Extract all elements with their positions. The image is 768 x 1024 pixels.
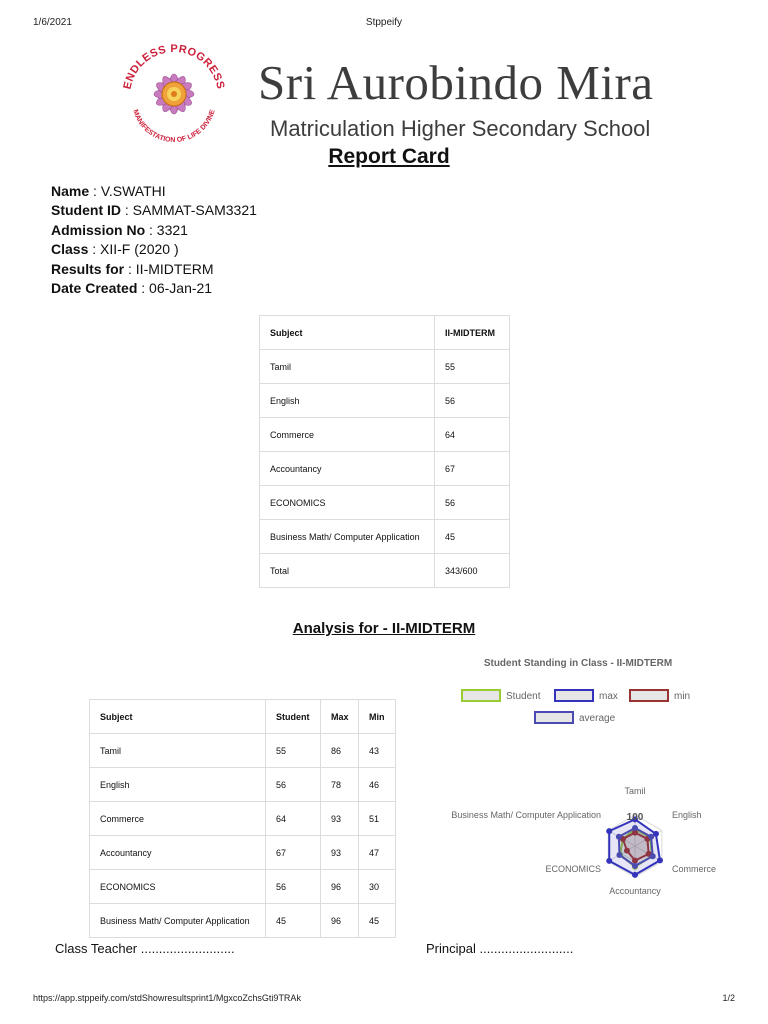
radar-chart — [430, 650, 730, 900]
table-header-cell: Max — [321, 700, 359, 734]
table-row — [260, 452, 510, 486]
table-cell: Tamil — [90, 734, 266, 768]
table-cell: 64 — [435, 418, 510, 452]
radar-category-label: Commerce — [672, 864, 717, 874]
legend-swatch — [555, 690, 593, 701]
student-info-value: SAMMAT-SAM3321 — [132, 202, 257, 219]
table-cell: 93 — [321, 802, 359, 836]
table-cell: 56 — [266, 870, 321, 904]
table-cell: 96 — [321, 870, 359, 904]
radar-point — [616, 852, 622, 858]
table-cell: 96 — [321, 904, 359, 938]
radar-point — [606, 828, 612, 834]
table-header-cell: Subject — [260, 316, 435, 350]
table-cell: 67 — [435, 452, 510, 486]
table-row — [90, 768, 396, 802]
table-cell: ECONOMICS — [260, 486, 435, 520]
table-cell: 93 — [321, 836, 359, 870]
table-row — [260, 418, 510, 452]
table-header-cell: Subject — [90, 700, 266, 734]
table-cell: 78 — [321, 768, 359, 802]
table-row — [90, 802, 396, 836]
table-cell: 56 — [435, 384, 510, 418]
analysis-table — [89, 699, 396, 938]
table-cell: Total — [260, 554, 435, 588]
table-cell: 45 — [359, 904, 396, 938]
table-header-cell: Student — [266, 700, 321, 734]
student-info-label: Class — [51, 241, 89, 258]
print-header — [0, 17, 768, 31]
radar-category-label: Tamil — [624, 786, 646, 796]
table-header-row — [260, 316, 510, 350]
student-info-label: Results for — [51, 260, 125, 277]
print-date: 1/6/2021 — [33, 17, 72, 28]
school-subtitle: Matriculation Higher Secondary School — [270, 116, 651, 141]
radar-category-label: English — [672, 810, 702, 820]
table-cell: 43 — [359, 734, 396, 768]
table-cell: 55 — [266, 734, 321, 768]
radar-point — [632, 872, 638, 878]
radar-point — [616, 834, 622, 840]
principal-signature: Principal .......................... — [426, 941, 574, 956]
table-row — [90, 836, 396, 870]
student-info-row: Name : V.SWATHI — [51, 183, 166, 199]
table-row — [260, 384, 510, 418]
print-footer — [0, 993, 768, 1007]
table-row — [90, 904, 396, 938]
student-info-row: Date Created : 06-Jan-21 — [51, 280, 213, 297]
table-cell: 30 — [359, 870, 396, 904]
table-row — [260, 350, 510, 384]
table-cell: 47 — [359, 836, 396, 870]
student-info-value: XII-F (2020 ) — [100, 241, 179, 258]
radar-point — [648, 834, 654, 840]
table-cell: Tamil — [260, 350, 435, 384]
table-cell: Accountancy — [90, 836, 266, 870]
page-number: 1/2 — [722, 993, 735, 1003]
student-info-row: Admission No : 3321 — [51, 221, 188, 238]
table-row — [260, 520, 510, 554]
table-cell: 64 — [266, 802, 321, 836]
radar-point — [632, 825, 638, 831]
radar-point — [650, 853, 656, 859]
radar-point — [657, 857, 663, 863]
table-cell: ECONOMICS — [90, 870, 266, 904]
svg-text:ENDLESS PROGRESS: ENDLESS PROGRESS — [121, 42, 227, 91]
student-info-value: 06-Jan-21 — [149, 280, 213, 297]
table-row — [260, 554, 510, 588]
chart-title: Student Standing in Class - II-MIDTERM — [483, 658, 673, 669]
student-info-label: Name — [51, 183, 90, 199]
table-cell: 86 — [321, 734, 359, 768]
table-header-cell: Min — [359, 700, 396, 734]
svg-text:MANIFESTATION OF LIFE DIVINE: MANIFESTATION OF LIFE DIVINE — [131, 108, 217, 145]
student-info-row: Class : XII-F (2020 ) — [51, 241, 179, 258]
table-cell: 67 — [266, 836, 321, 870]
table-cell: Business Math/ Computer Application — [260, 520, 435, 554]
student-info-row: Student ID : SAMMAT-SAM3321 — [51, 202, 257, 219]
marks-table — [259, 315, 510, 588]
legend-label: Student — [506, 691, 541, 702]
table-header-cell: II-MIDTERM — [435, 316, 510, 350]
radar-category-label: Accountancy — [609, 886, 661, 896]
radar-point — [606, 858, 612, 864]
print-site-name: Stppeify — [365, 17, 403, 28]
table-cell: 56 — [435, 486, 510, 520]
table-cell: 46 — [359, 768, 396, 802]
table-cell: Commerce — [90, 802, 266, 836]
radar-category-label: ECONOMICS — [545, 864, 601, 874]
student-info-label: Admission No — [51, 221, 146, 238]
student-info — [51, 182, 257, 298]
student-info-row: Results for : II-MIDTERM — [51, 260, 214, 277]
student-info-value: 3321 — [156, 221, 188, 238]
student-info-value: V.SWATHI — [100, 183, 166, 199]
student-info-label: Date Created — [51, 280, 138, 297]
table-cell: 45 — [435, 520, 510, 554]
table-cell: 45 — [266, 904, 321, 938]
legend-label: min — [674, 691, 691, 702]
legend-swatch — [630, 690, 668, 701]
student-info-value: II-MIDTERM — [135, 260, 214, 277]
analysis-title: Analysis for - II-MIDTERM — [292, 620, 476, 637]
radar-category-label: Business Math/ Computer Application — [451, 810, 601, 820]
table-header-row — [90, 700, 396, 734]
student-info-label: Student ID — [51, 202, 121, 219]
table-row — [90, 870, 396, 904]
class-teacher-signature: Class Teacher .......................... — [55, 941, 235, 956]
table-cell: 343/600 — [435, 554, 510, 588]
report-title: Report Card — [328, 145, 450, 168]
legend-label: average — [579, 713, 616, 724]
table-cell: Commerce — [260, 418, 435, 452]
print-url: https://app.stppeify.com/stdShowresultsprint1/MgxcoZchsGti9TRAk — [33, 993, 301, 1003]
signatures — [0, 941, 768, 959]
table-cell: English — [260, 384, 435, 418]
table-cell: 55 — [435, 350, 510, 384]
radar-point — [632, 863, 638, 869]
table-cell: Accountancy — [260, 452, 435, 486]
legend-swatch — [535, 712, 573, 723]
school-banner — [118, 40, 658, 146]
table-cell: 51 — [359, 802, 396, 836]
radar-scale-label: 100 — [626, 812, 644, 823]
school-logo-icon — [118, 40, 230, 146]
table-row — [260, 486, 510, 520]
legend-label: max — [599, 691, 618, 702]
table-cell: 56 — [266, 768, 321, 802]
table-cell: English — [90, 768, 266, 802]
legend-swatch — [462, 690, 500, 701]
table-row — [90, 734, 396, 768]
school-name: Sri Aurobindo Mira — [258, 55, 654, 110]
table-cell: Business Math/ Computer Application — [90, 904, 266, 938]
